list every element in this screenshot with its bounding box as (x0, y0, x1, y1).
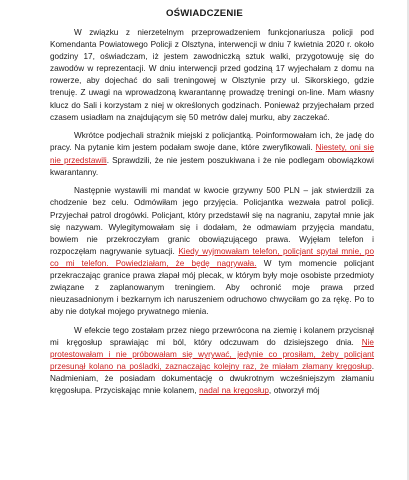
paragraph-text: Wkrótce podjechali strażnik miejski z policjantką. Poinformowałam ich, że jadę do pracy. Na pytanie kim jestem podałam swoje dane, które zweryfikowali. (50, 131, 374, 153)
paragraph-text: . Sprawdzili, że nie jestem poszukiwana i że nie podlegam obowiązkowi kwarantanny. (50, 155, 374, 177)
paragraph-text: , otworzył mój (268, 386, 320, 396)
highlighted-text: nadal na kręgosłup (199, 386, 269, 396)
paragraph-text: Następnie wystawili mi mandat w kwocie grzywny 500 PLN – jak stwierdzili za chodzenie bez celu. Odmówiłam jego przyjęcia. Policjantka wezwała patrol policji. Przyjechał patrol drogówki. Policjant, który przedstawił się na nagraniu, zapytał mnie jak się nazywam. Wylegitymowałam się i dodałam, że odmawiam przyjęcia mandatu, bowiem nie przekroczyłam granic obowiązującego prawa. Wyjęłam telefon i rozpoczęłam nagrywanie sytuacji. (50, 186, 374, 256)
highlighted-text: Kiedy wyjmowałam telefon, policjant spytał mnie, po co mi telefon. Powiedziałam, że będę nagrywała. (50, 246, 374, 268)
document-title: OŚWIADCZENIE (165, 8, 244, 19)
paragraph (50, 185, 374, 318)
paragraph-text: W efekcie tego zostałam przez niego przewrócona na ziemię i kolanem przycisnął mi kręgosłup sprawiając mi ból, który odczuwam do dzisiejszego dnia. (50, 325, 374, 348)
paragraph (50, 325, 374, 398)
paragraph-text: W tym momencie policjant przekraczając granice prawa złapał mój plecak, w którym były moje osobiste przedmioty związane z zaplanowanym treningiem. Aby ochronić moje prawa przed nieuzasadnionym i bezkarnym ich naruszeniem odruchowo chwyciłam go za rękę. Po to aby nie dotykał mojego prywatnego mienia. (50, 258, 374, 317)
paragraph (50, 130, 374, 178)
paragraph-text: W związku z nierzetelnym przeprowadzeniem funkcjonariusza policji pod Komendanta Powiatowego Policji z Olsztyna, interwencji w dniu 7 kwietnia 2020 r. około godziny 17, oświadczam, iż jestem zawodniczką sztuk walki, przygotowuję się do zawodów w reprezentacji. W dniu interwencji przed godziną 17 wyjechałam z domu na rowerze, aby dojechać do sali treningowej w Olsztynie przy ul. Sikorskiego, gdzie trenuję. Z uwagi na wprowadzoną kwarantannę prowadzę treningi on-line. Mam własny klucz do Sali i korzystam z niej w określonych godzinach. Ponieważ przyjechałam przed czasem usiadłam na znajdującym się 50 metrów dalej murku, aby zaczekać. (50, 28, 374, 122)
highlighted-text: Niestety, oni się nie przedstawili (50, 143, 374, 165)
highlighted-text: Nie protestowałam i nie próbowałam się wyrywać, jedynie co prosiłam, żeby policjant przesunął kolano na pośladki, zaznaczając kolejny raz, że miałam złamany kręgosłup (50, 338, 374, 372)
paragraph (50, 27, 374, 124)
document-body (50, 27, 374, 398)
paragraph-text: . Nadmieniam, że posiadam dokumentację o dwukrotnym wcześniejszym złamaniu kręgosłupa. Przyciskając mnie kolanem, (50, 362, 374, 396)
